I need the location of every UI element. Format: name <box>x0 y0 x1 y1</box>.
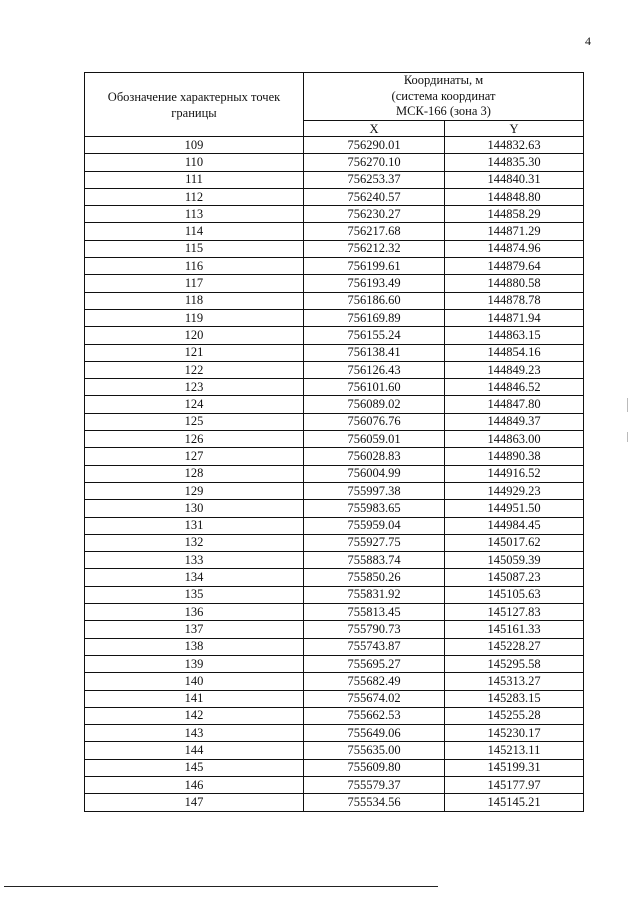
table-row <box>85 171 584 188</box>
point-id-cell: 120 <box>85 327 304 344</box>
y-coordinate-cell: 144874.96 <box>445 240 584 257</box>
x-coordinate-cell: 755959.04 <box>304 517 445 534</box>
table-row <box>85 258 584 275</box>
point-id-cell: 137 <box>85 621 304 638</box>
table-row <box>85 309 584 326</box>
table-body <box>85 137 584 812</box>
table-row <box>85 690 584 707</box>
point-id-cell: 135 <box>85 586 304 603</box>
y-coordinate-cell: 144929.23 <box>445 482 584 499</box>
point-id-cell: 129 <box>85 482 304 499</box>
table-row <box>85 655 584 672</box>
x-coordinate-cell: 755695.27 <box>304 655 445 672</box>
x-coordinate-cell: 755743.87 <box>304 638 445 655</box>
y-coordinate-cell: 145127.83 <box>445 604 584 621</box>
table-row <box>85 137 584 154</box>
x-coordinate-cell: 756059.01 <box>304 431 445 448</box>
table-row <box>85 707 584 724</box>
table-row <box>85 776 584 793</box>
point-id-cell: 123 <box>85 379 304 396</box>
footer-rule <box>4 886 438 887</box>
coordinates-header-line-1: Координаты, м <box>403 73 484 88</box>
table-row <box>85 154 584 171</box>
y-coordinate-cell: 144847.80 <box>445 396 584 413</box>
page-number: 4 <box>585 34 591 48</box>
x-coordinate-cell: 756230.27 <box>304 206 445 223</box>
point-id-cell: 115 <box>85 240 304 257</box>
point-id-cell: 130 <box>85 500 304 517</box>
x-coordinate-cell: 755674.02 <box>304 690 445 707</box>
point-id-cell: 119 <box>85 309 304 326</box>
y-coordinate-cell: 145087.23 <box>445 569 584 586</box>
x-coordinate-cell: 755790.73 <box>304 621 445 638</box>
y-coordinate-cell: 144863.15 <box>445 327 584 344</box>
y-coordinate-cell: 144858.29 <box>445 206 584 223</box>
table-row <box>85 396 584 413</box>
point-id-cell: 134 <box>85 569 304 586</box>
y-coordinate-cell: 144951.50 <box>445 500 584 517</box>
x-coordinate-cell: 756270.10 <box>304 154 445 171</box>
y-coordinate-cell: 144916.52 <box>445 465 584 482</box>
y-coordinate-cell: 144848.80 <box>445 188 584 205</box>
coordinates-header-line-3: МСК-166 (зона 3) <box>396 104 491 119</box>
point-id-cell: 141 <box>85 690 304 707</box>
table-row <box>85 621 584 638</box>
y-coordinate-cell: 145228.27 <box>445 638 584 655</box>
scan-edge-mark <box>627 398 628 412</box>
point-id-cell: 112 <box>85 188 304 205</box>
point-id-cell: 133 <box>85 552 304 569</box>
x-coordinate-cell: 755831.92 <box>304 586 445 603</box>
table-row <box>85 275 584 292</box>
table-row <box>85 794 584 811</box>
table-row <box>85 742 584 759</box>
table-row <box>85 206 584 223</box>
x-coordinate-cell: 756076.76 <box>304 413 445 430</box>
point-id-cell: 138 <box>85 638 304 655</box>
x-coordinate-cell: 756186.60 <box>304 292 445 309</box>
y-coordinate-cell: 144871.29 <box>445 223 584 240</box>
point-id-cell: 111 <box>85 171 304 188</box>
y-coordinate-cell: 145230.17 <box>445 725 584 742</box>
table-row <box>85 188 584 205</box>
x-coordinate-cell: 755534.56 <box>304 794 445 811</box>
y-coordinate-cell: 144984.45 <box>445 517 584 534</box>
table-row <box>85 413 584 430</box>
point-id-cell: 132 <box>85 534 304 551</box>
point-id-cell: 143 <box>85 725 304 742</box>
y-coordinate-cell: 144879.64 <box>445 258 584 275</box>
y-coordinate-cell: 144849.23 <box>445 361 584 378</box>
coordinates-table <box>84 72 584 812</box>
x-coordinate-cell: 756253.37 <box>304 171 445 188</box>
y-coordinate-cell: 145313.27 <box>445 673 584 690</box>
table-row <box>85 240 584 257</box>
table-row <box>85 604 584 621</box>
point-id-cell: 147 <box>85 794 304 811</box>
table-row <box>85 673 584 690</box>
y-coordinate-cell: 145213.11 <box>445 742 584 759</box>
table-row <box>85 448 584 465</box>
x-coordinate-cell: 755850.26 <box>304 569 445 586</box>
table-row <box>85 638 584 655</box>
x-coordinate-cell: 756217.68 <box>304 223 445 240</box>
point-id-cell: 124 <box>85 396 304 413</box>
x-coordinate-cell: 756101.60 <box>304 379 445 396</box>
table-row <box>85 344 584 361</box>
table-row <box>85 223 584 240</box>
x-coordinate-cell: 756089.02 <box>304 396 445 413</box>
x-coordinate-cell: 756199.61 <box>304 258 445 275</box>
y-coordinate-cell: 145105.63 <box>445 586 584 603</box>
y-coordinate-cell: 144835.30 <box>445 154 584 171</box>
point-id-cell: 136 <box>85 604 304 621</box>
x-coordinate-cell: 756126.43 <box>304 361 445 378</box>
point-id-cell: 140 <box>85 673 304 690</box>
y-coordinate-cell: 145145.21 <box>445 794 584 811</box>
x-coordinate-cell: 755609.80 <box>304 759 445 776</box>
y-coordinate-cell: 144878.78 <box>445 292 584 309</box>
y-coordinate-cell: 145017.62 <box>445 534 584 551</box>
x-coordinate-cell: 755883.74 <box>304 552 445 569</box>
y-coordinate-cell: 144849.37 <box>445 413 584 430</box>
point-id-cell: 109 <box>85 137 304 154</box>
x-coordinate-cell: 755983.65 <box>304 500 445 517</box>
x-coordinate-cell: 756138.41 <box>304 344 445 361</box>
y-coordinate-cell: 144871.94 <box>445 309 584 326</box>
table-row <box>85 517 584 534</box>
table-row <box>85 465 584 482</box>
point-id-cell: 121 <box>85 344 304 361</box>
point-id-cell: 114 <box>85 223 304 240</box>
point-id-cell: 127 <box>85 448 304 465</box>
point-id-cell: 126 <box>85 431 304 448</box>
point-id-cell: 145 <box>85 759 304 776</box>
table-row <box>85 725 584 742</box>
y-coordinate-cell: 144846.52 <box>445 379 584 396</box>
table-row <box>85 534 584 551</box>
coordinates-header-line-2: (система координат <box>391 88 496 103</box>
y-coordinate-cell: 145283.15 <box>445 690 584 707</box>
x-coordinate-cell: 755662.53 <box>304 707 445 724</box>
table-row <box>85 552 584 569</box>
x-coordinate-cell: 755635.00 <box>304 742 445 759</box>
x-coordinate-cell: 756004.99 <box>304 465 445 482</box>
y-coordinate-cell: 144890.38 <box>445 448 584 465</box>
point-label-text: Обозначение характерных точек границы <box>107 89 281 120</box>
point-label-header <box>85 73 304 137</box>
table-header <box>85 73 584 137</box>
y-coordinate-cell: 145199.31 <box>445 759 584 776</box>
x-coordinate-cell: 755927.75 <box>304 534 445 551</box>
point-id-cell: 122 <box>85 361 304 378</box>
x-coordinate-cell: 755649.06 <box>304 725 445 742</box>
table-row <box>85 327 584 344</box>
y-column-header: Y <box>445 121 584 137</box>
y-coordinate-cell: 144863.00 <box>445 431 584 448</box>
x-coordinate-cell: 756028.83 <box>304 448 445 465</box>
table-row <box>85 431 584 448</box>
coordinates-header <box>304 73 584 121</box>
point-id-cell: 142 <box>85 707 304 724</box>
table-row <box>85 482 584 499</box>
table-row <box>85 759 584 776</box>
point-id-cell: 139 <box>85 655 304 672</box>
table-row <box>85 500 584 517</box>
point-id-cell: 110 <box>85 154 304 171</box>
x-coordinate-cell: 756240.57 <box>304 188 445 205</box>
y-coordinate-cell: 144880.58 <box>445 275 584 292</box>
table-row <box>85 361 584 378</box>
table-row <box>85 586 584 603</box>
point-id-cell: 118 <box>85 292 304 309</box>
x-coordinate-cell: 756155.24 <box>304 327 445 344</box>
y-coordinate-cell: 144832.63 <box>445 137 584 154</box>
x-coordinate-cell: 755682.49 <box>304 673 445 690</box>
point-id-cell: 131 <box>85 517 304 534</box>
table-row <box>85 569 584 586</box>
y-coordinate-cell: 144854.16 <box>445 344 584 361</box>
y-coordinate-cell: 145295.58 <box>445 655 584 672</box>
point-id-cell: 113 <box>85 206 304 223</box>
table-row <box>85 379 584 396</box>
scan-edge-mark <box>627 432 628 442</box>
x-column-header: X <box>304 121 445 137</box>
x-coordinate-cell: 755813.45 <box>304 604 445 621</box>
point-id-cell: 117 <box>85 275 304 292</box>
x-coordinate-cell: 756193.49 <box>304 275 445 292</box>
x-coordinate-cell: 756290.01 <box>304 137 445 154</box>
x-coordinate-cell: 756169.89 <box>304 309 445 326</box>
table-row <box>85 292 584 309</box>
point-id-cell: 116 <box>85 258 304 275</box>
y-coordinate-cell: 145161.33 <box>445 621 584 638</box>
x-coordinate-cell: 756212.32 <box>304 240 445 257</box>
x-coordinate-cell: 755579.37 <box>304 776 445 793</box>
point-id-cell: 146 <box>85 776 304 793</box>
y-coordinate-cell: 145059.39 <box>445 552 584 569</box>
point-id-cell: 144 <box>85 742 304 759</box>
point-id-cell: 125 <box>85 413 304 430</box>
y-coordinate-cell: 144840.31 <box>445 171 584 188</box>
y-coordinate-cell: 145255.28 <box>445 707 584 724</box>
x-coordinate-cell: 755997.38 <box>304 482 445 499</box>
y-coordinate-cell: 145177.97 <box>445 776 584 793</box>
point-id-cell: 128 <box>85 465 304 482</box>
